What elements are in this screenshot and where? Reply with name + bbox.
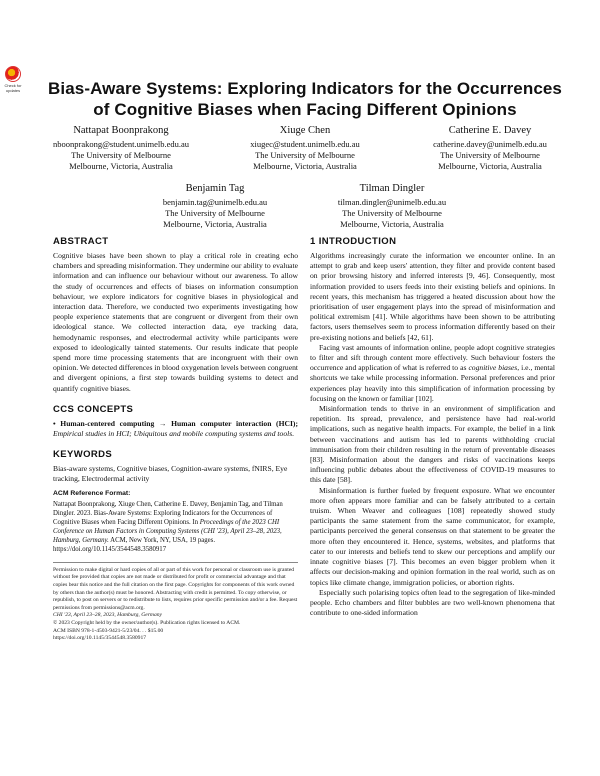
author-email[interactable]: tilman.dingler@unimelb.edu.au [337,197,447,207]
copyright-line: © 2023 Copyright held by the owner/author(s). Publication rights licensed to ACM. [53,620,241,627]
author-location: Melbourne, Victoria, Australia [253,161,357,171]
author-affiliation: The University of Melbourne [342,208,442,218]
check-for-updates-badge[interactable] [2,66,24,93]
author-affiliation: The University of Melbourne [440,150,540,160]
permission-text: Permission to make digital or hard copies of all or part of this work for personal or classroom use is granted without fee provided that copies are not made or distributed for profit or commercial advantage and that copies bear this notice and the full citation on the first page. Copyrights for components of this work owned by others than the author(s) must be honored. Abstracting with credit is permitted. To copy otherwise, or republish, to post on servers or to redistribute to lists, requires prior specific permission and/or a fee. Request permissions from permissions@acm.org. [53,566,298,611]
introduction-heading: 1 INTRODUCTION [310,236,397,247]
author-email[interactable]: xiugec@student.unimelb.edu.au [250,139,360,149]
author-name: Catherine E. Davey [448,125,532,136]
intro-term: cognitive biases [468,363,518,373]
acm-ref-heading: ACM Reference Format: [53,489,131,497]
abstract-heading: ABSTRACT [53,236,109,247]
author-location: Melbourne, Victoria, Australia [163,219,267,229]
intro-paragraph: Misinformation tends to thrive in an environment of simplification and repetition. Its spread, prevalence, and persistence have had real-world implications, such as negative health impacts. For example, the belief in a link between vaccinations and autism has led to parents withholding crucial immunisation from their children resulting in the return of preventable diseases [83]. Misinformation about the dangers and risks of vaccinations keeps influencing public debates about the effectiveness of COVID-19 measures to this date [58]. [310,404,555,485]
author-location: Melbourne, Victoria, Australia [69,161,173,171]
author-card [215,124,395,172]
author-name: Tilman Dingler [359,183,425,194]
acm-reference [53,500,298,554]
author-email[interactable]: catherine.davey@unimelb.edu.au [433,139,547,149]
venue-line: CHI '23, April 23–28, 2023, Hamburg, Germany [53,612,163,619]
intro-text: Facing vast amounts of information online, people adopt cognitive strategies to filter and sift through content more effectively. Such behaviour fosters the occurrence and application of what is referred to as [310,342,555,373]
author-card [125,182,305,230]
permission-block [53,562,298,643]
author-affiliation: The University of Melbourne [71,150,171,160]
author-email[interactable]: nboonprakong@student.unimelb.edu.au [52,139,189,149]
paper-title: Bias-Aware Systems: Exploring Indicators for the Occurrences of Cognitive Biases when Facing Different Opinions [48,79,562,119]
author-name: Benjamin Tag [185,183,245,194]
author-name: Nattapat Boonprakong [73,125,169,136]
author-location: Melbourne, Victoria, Australia [340,219,444,229]
intro-paragraph [310,343,555,404]
acm-ref-text: Nattapat Boonprakong, Xiuge Chen, Catherine E. Davey, Benjamin Tag, and Tilman Dingler. 2023. Bias-Aware Systems: Exploring Indicators for the Occurrences of Cognitive Biases when Facing Different Opinions. In [53,500,283,526]
intro-paragraph: Especially such polarising topics often lead to the segregation of like-minded people. Echo chambers and filter bubbles are two well-known phenomena that contribute to one-sided information [310,587,555,618]
author-location: Melbourne, Victoria, Australia [438,161,542,171]
ccs-secondary: Empirical studies in HCI; Ubiquitous and mobile computing systems and tools. [53,429,295,439]
keywords-heading: KEYWORDS [53,449,113,461]
ccs-concepts [53,419,298,439]
author-card [302,182,482,230]
keywords-text: Bias-aware systems, Cognitive biases, Cognition-aware systems, fNIRS, Eye tracking, Electrodermal activity [53,464,288,484]
acm-ref-proceedings: Proceedings of the 2023 CHI Conference on Human Factors in Computing Systems (CHI '23), April 23–28, 2023, Hamburg, Germany. [53,518,282,544]
badge-label: Check for updates [4,83,22,93]
doi-link[interactable]: https://doi.org/10.1145/3544548.3580917 [53,635,147,642]
acm-ref-doi[interactable]: ACM, New York, NY, USA, 19 pages. https://doi.org/10.1145/3544548.3580917 [53,536,216,553]
author-email[interactable]: benjamin.tag@unimelb.edu.au [162,197,268,207]
isbn-line: ACM ISBN 978-1-4503-9421-5/23/04. . . $15.00 [53,627,164,634]
intro-paragraph: Algorithms increasingly curate the information we encounter online. In an attempt to grab and keep users' attention, they filter and provide content based on prior browsing history and inferred interests [9, 46]. Consequently, most information provided to users feeds into their existing beliefs and opinions. In recent years, this mechanism has triggered a heated discussion about how the prioritisation of user engagement plays into the spread of misinformation and political extremism [41]. While algorithms have been shown to be attributing factors, users themselves seem to process information differently based on their pre-existing notions and beliefs [42, 61]. [310,251,555,342]
crossmark-icon [5,66,21,82]
abstract-text: Cognitive biases have been shown to play a critical role in creating echo chambers and spreading misinformation. They undermine our ability to evaluate information and can influence our behaviour without our awareness. To allow the study of occurrences and effects of biases on information consumption behaviour, we explore indicators for cognitive biases in physiological and interaction data. Therefore, we conducted two experiments investigating how people experience statements that are congruent or divergent from their own ideological stance. We collected interaction data, eye tracking data, hemodynamic responses, and electrodermal activity while participants were exposed to ideologically tainted statements. Our results indicate that people spend more time processing statements that are incongruent with their own opinion. We detected differences in blood oxygenation levels between congruent and divergent opinions, a first step towards building systems to detect and quantify cognitive biases. [53,251,298,393]
author-affiliation: The University of Melbourne [165,208,265,218]
ccs-primary: • Human-centered computing → Human computer interaction (HCI); [53,418,298,428]
ccs-heading: CCS CONCEPTS [53,403,134,415]
intro-text: , i.e., mental shortcuts we take while processing information. Personal preferences and prior experiences play heavily into this simplification of information processing by focusing on the known or familiar [102]. [310,363,556,403]
left-column [53,236,298,643]
author-card [31,124,211,172]
author-name: Xiuge Chen [279,125,331,136]
author-card [400,124,580,172]
intro-paragraph: Misinformation is further fueled by frequent exposure. What we encounter more often appears more familiar and can be falsely attributed to a certain truism. When Weaver and colleagues [108] repeatedly showed study participants the same statement from the same communicator, for example, participants perceived the general consensus on that statement to be greater the more often they encountered it. Hence, systems, websites, and platforms that cater to our interests and beliefs tend to skew our perceptions and amplify our innate cognitive biases [7]. This becomes an even bigger problem when it affects our decision-making and opinion formation in the real world, such as on topics like climate change, immigration policies, or abortion rights. [310,485,555,587]
author-affiliation: The University of Melbourne [255,150,355,160]
right-column [310,236,555,618]
